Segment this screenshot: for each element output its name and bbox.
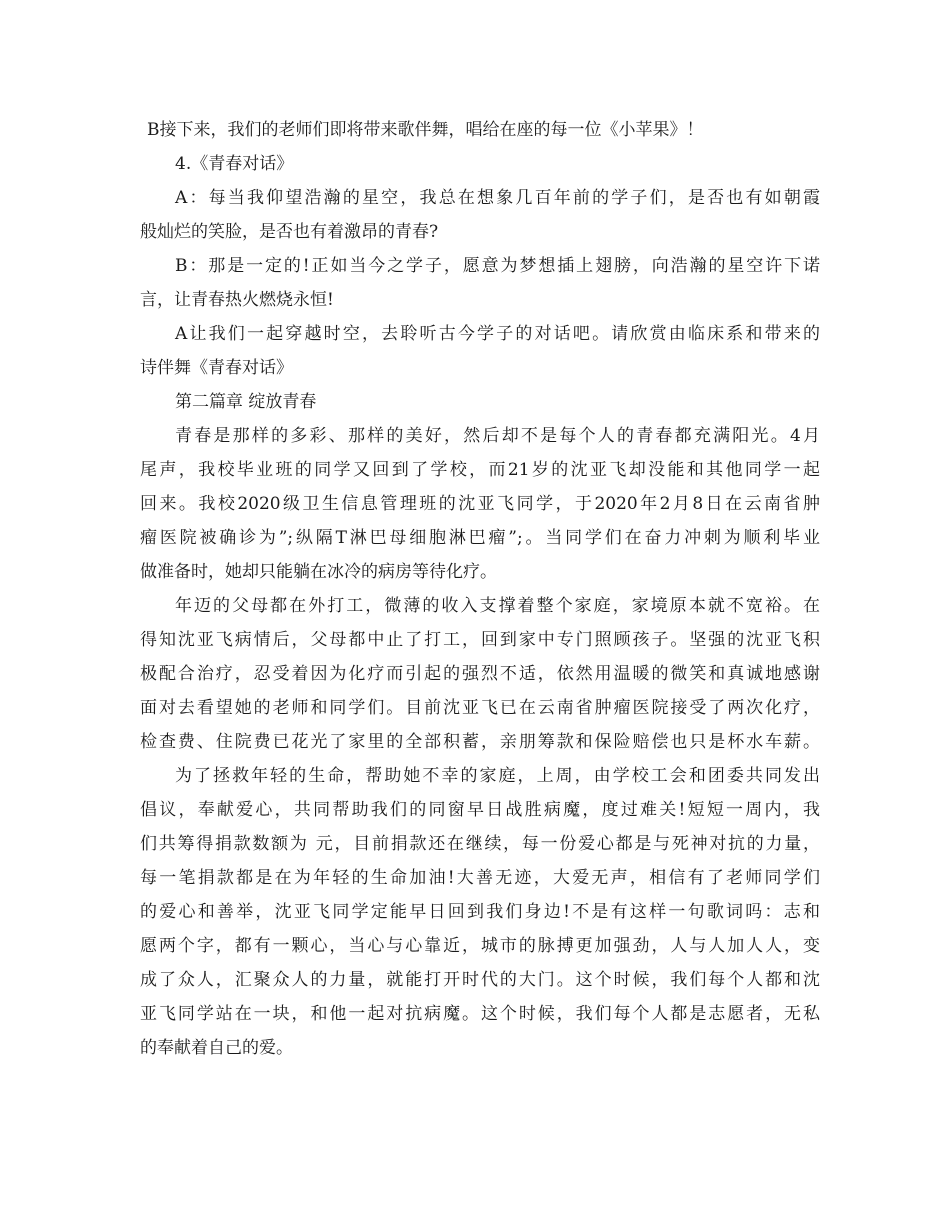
text-line: 尾声，我校毕业班的同学又回到了学校，而21岁的沈亚飞却没能和其他同学一起 <box>140 460 820 480</box>
text-line: 面对去看望她的老师和同学们。目前沈亚飞已在云南省肿瘤医院接受了两次化疗， <box>140 698 820 718</box>
text-line: 得知沈亚飞病情后，父母都中止了打工，回到家中专门照顾孩子。坚强的沈亚飞积 <box>140 630 820 650</box>
text-line: 成了众人，汇聚众人的力量，就能打开时代的大门。这个时候，我们每个人都和沈 <box>140 970 820 990</box>
text-line: A：每当我仰望浩瀚的星空，我总在想象几百年前的学子们，是否也有如朝霞 <box>175 188 820 208</box>
text-line: 青春是那样的多彩、那样的美好，然后却不是每个人的青春都充满阳光。4月 <box>175 426 820 446</box>
text-line: 极配合治疗，忍受着因为化疗而引起的强烈不适，依然用温暖的微笑和真诚地感谢 <box>140 664 820 684</box>
text-line: 般灿烂的笑脸，是否也有着激昂的青春? <box>140 222 439 242</box>
program-heading: 4.《青春对话》 <box>175 154 294 174</box>
text-line: 愿两个字，都有一颗心，当心与心靠近，城市的脉搏更加强劲，人与人加人人，变 <box>140 936 820 956</box>
text-line: 为了拯救年轻的生命，帮助她不幸的家庭，上周，由学校工会和团委共同发出 <box>175 766 820 786</box>
text-line: 检查费、住院费已花光了家里的全部积蓄，亲朋筹款和保险赔偿也只是杯水车薪。 <box>140 732 820 752</box>
text-line: B：那是一定的!正如当今之学子，愿意为梦想插上翅膀，向浩瀚的星空许下诺 <box>175 256 820 276</box>
text-line: 年迈的父母都在外打工，微薄的收入支撑着整个家庭，家境原本就不宽裕。在 <box>175 596 820 616</box>
text-line: 亚飞同学站在一块，和他一起对抗病魔。这个时候，我们每个人都是志愿者，无私 <box>140 1004 820 1024</box>
text-line: 倡议，奉献爱心，共同帮助我们的同窗早日战胜病魔，度过难关!短短一周内，我 <box>140 800 820 820</box>
text-line: A让我们一起穿越时空，去聆听古今学子的对话吧。请欣赏由临床系和带来的 <box>175 324 820 344</box>
text-line: 言，让青春热火燃烧永恒! <box>140 290 334 310</box>
text-line: 瘤医院被确诊为”;纵隔T淋巴母细胞淋巴瘤”;。当同学们在奋力冲刺为顺利毕业 <box>140 528 820 548</box>
document-body <box>140 113 820 1065</box>
text-line: 回来。我校2020级卫生信息管理班的沈亚飞同学，于2020年2月8日在云南省肿 <box>140 494 820 514</box>
text-line: 做准备时，她却只能躺在冰冷的病房等待化疗。 <box>140 562 497 582</box>
chapter-heading: 第二篇章 绽放青春 <box>175 392 317 412</box>
text-line: 的奉献着自己的爱。 <box>140 1038 293 1058</box>
text-line: 诗伴舞《青春对话》 <box>140 358 293 378</box>
text-line: 的爱心和善举，沈亚飞同学定能早日回到我们身边!不是有这样一句歌词吗：志和 <box>140 902 820 922</box>
text-line: B接下来，我们的老师们即将带来歌伴舞，唱给在座的每一位《小苹果》！ <box>147 120 704 140</box>
text-line: 们共筹得捐款数额为 元，目前捐款还在继续，每一份爱心都是与死神对抗的力量， <box>140 834 820 854</box>
text-line: 每一笔捐款都是在为年轻的生命加油!大善无迹，大爱无声，相信有了老师同学们 <box>140 868 820 888</box>
